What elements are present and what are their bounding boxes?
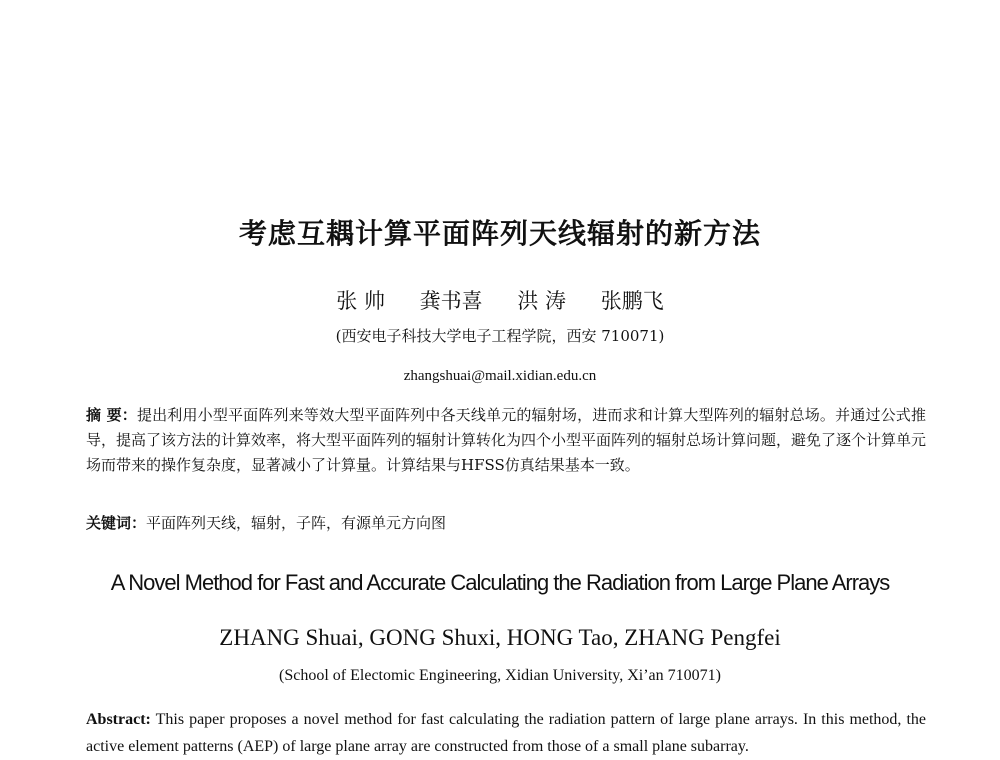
authors-en: ZHANG Shuai, GONG Shuxi, HONG Tao, ZHANG Pengfei [219, 625, 781, 650]
abstract-cn-text: 提出利用小型平面阵列来等效大型平面阵列中各天线单元的辐射场，进而求和计算大型阵列的辐射总场。并通过公式推导，提高了该方法的计算效率，将大型平面阵列的辐射计算转化为四个小型平面阵列的辐射总场计算问题，避免了逐个计算单元场而带来的操作复杂度，显著减小了计算量。计算结果与HFSS仿真结果基本一致。 [86, 406, 927, 474]
keywords-cn-label: 关键词： [86, 514, 147, 532]
affiliation-en: (School of Electomic Engineering, Xidian University, Xi’an 710071) [279, 667, 721, 684]
abstract-en [86, 706, 926, 760]
author-2-cn: 龚书喜 [419, 289, 483, 313]
authors-cn [0, 285, 1000, 315]
author-1-cn: 张 帅 [336, 289, 385, 313]
paper-title-cn: 考虑互耦计算平面阵列天线辐射的新方法 [238, 217, 761, 250]
abstract-en-label: Abstract: [86, 711, 151, 728]
author-email: zhangshuai@mail.xidian.edu.cn [403, 368, 597, 384]
abstract-cn [86, 403, 926, 478]
author-4-cn: 张鹏飞 [600, 289, 664, 313]
abstract-en-text: This paper proposes a novel method for fast calculating the radiation pattern of large plane arrays. In this method, the active element patterns (AEP) of large plane array are constructed from those of a small plane subarray. [86, 711, 926, 755]
abstract-cn-label: 摘 要： [86, 406, 137, 424]
keywords-cn-text: 平面阵列天线，辐射，子阵，有源单元方向图 [146, 514, 447, 532]
affiliation-cn: (西安电子科技大学电子工程学院，西安 710071) [335, 327, 665, 345]
paper-title-en: A Novel Method for Fast and Accurate Calculating the Radiation from Large Plane Arrays [110, 570, 890, 595]
keywords-cn [86, 512, 926, 533]
author-3-cn: 洪 涛 [517, 289, 567, 313]
